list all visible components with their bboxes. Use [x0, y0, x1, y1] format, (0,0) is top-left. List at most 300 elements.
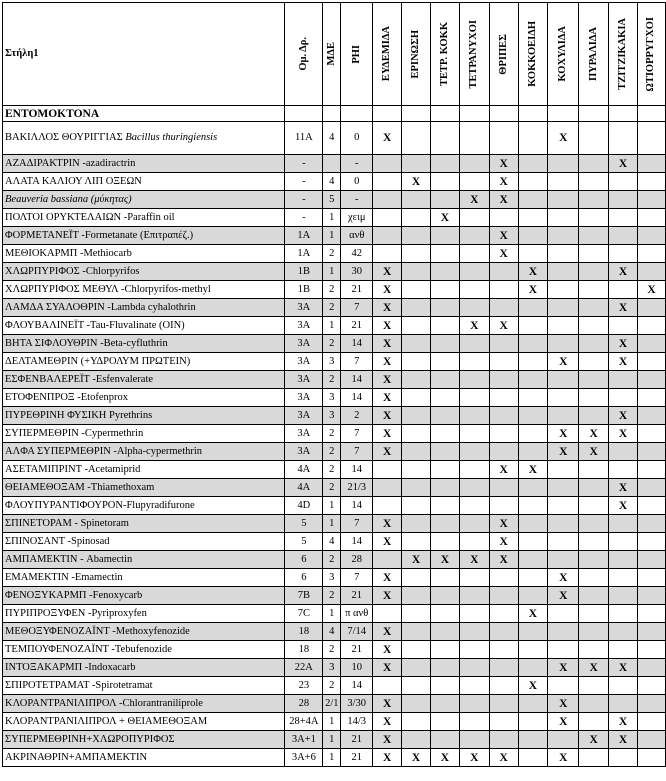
empty-cell [579, 515, 609, 533]
product-name-cell: ΧΛΩΡΠΥΡΙΦΟΣ -Chlorpyrifos [3, 263, 285, 281]
mark-cell: X [489, 227, 518, 245]
empty-cell [459, 623, 489, 641]
group-cell: 1A [285, 227, 323, 245]
mark-cell: X [373, 641, 402, 659]
mde-cell: 2 [323, 425, 341, 443]
empty-cell [489, 659, 518, 677]
mark-cell: X [609, 299, 638, 317]
empty-cell [489, 623, 518, 641]
phi-cell: 7 [341, 353, 373, 371]
empty-cell [430, 407, 459, 425]
group-cell: 18 [285, 623, 323, 641]
insecticide-table [2, 2, 666, 767]
empty-cell [579, 677, 609, 695]
empty-cell [518, 425, 548, 443]
mde-cell: 2 [323, 551, 341, 569]
mark-cell: X [489, 551, 518, 569]
empty-cell [489, 263, 518, 281]
table-row [3, 281, 666, 299]
section-title: ΕΝΤΟΜΟΚΤΟΝΑ [3, 106, 285, 122]
empty-cell [548, 407, 579, 425]
empty-cell [489, 569, 518, 587]
empty-cell [637, 551, 665, 569]
empty-cell [518, 299, 548, 317]
product-name-cell: Beauveria bassiana (μύκητας) [3, 191, 285, 209]
empty-cell [548, 515, 579, 533]
mark-cell: X [489, 317, 518, 335]
empty-cell [430, 677, 459, 695]
group-cell: 18 [285, 641, 323, 659]
phi-cell: 14 [341, 335, 373, 353]
empty-cell [579, 551, 609, 569]
phi-cell: 10 [341, 659, 373, 677]
empty-cell [548, 533, 579, 551]
empty-cell [637, 173, 665, 191]
empty-cell [430, 695, 459, 713]
empty-cell [489, 122, 518, 155]
empty-cell [459, 245, 489, 263]
empty-cell [402, 425, 431, 443]
empty-cell [430, 731, 459, 749]
empty-cell [637, 731, 665, 749]
mark-cell: X [609, 659, 638, 677]
phi-cell: 7/14 [341, 623, 373, 641]
table-row [3, 587, 666, 605]
phi-cell: 7 [341, 425, 373, 443]
empty-cell [489, 335, 518, 353]
empty-cell [637, 122, 665, 155]
empty-cell [489, 389, 518, 407]
table-row [3, 371, 666, 389]
empty-cell [518, 122, 548, 155]
empty-cell [518, 731, 548, 749]
empty-cell [459, 605, 489, 623]
product-name-cell: ΑΛΑΤΑ ΚΑΛΙΟΥ ΛΙΠ ΟΞΕΩΝ [3, 173, 285, 191]
empty-cell [518, 245, 548, 263]
table-row [3, 695, 666, 713]
empty-cell [489, 695, 518, 713]
empty-cell [579, 389, 609, 407]
empty-cell [579, 461, 609, 479]
group-cell: 6 [285, 569, 323, 587]
phi-cell: 14 [341, 677, 373, 695]
mde-cell: 5 [323, 191, 341, 209]
empty-cell [637, 371, 665, 389]
mark-cell: X [373, 623, 402, 641]
empty-cell [609, 371, 638, 389]
product-name-cell: ΜΕΘΙΟΚΑΡΜΠ -Methiocarb [3, 245, 285, 263]
group-cell: 4D [285, 497, 323, 515]
empty-cell [637, 533, 665, 551]
product-name-cell: ΘΕΙΑΜΕΘΟΞΑΜ -Thiamethoxam [3, 479, 285, 497]
mark-cell: X [609, 155, 638, 173]
mark-cell: X [548, 425, 579, 443]
product-name-cell: ΑΜΠΑΜΕΚΤΙΝ - Abamectin [3, 551, 285, 569]
group-cell: 6 [285, 551, 323, 569]
empty-cell [459, 461, 489, 479]
empty-cell [637, 407, 665, 425]
empty-cell [548, 191, 579, 209]
empty-cell [459, 299, 489, 317]
empty-cell [402, 677, 431, 695]
header-pest-cell: ΕΡΙΝΩΣΗ [402, 3, 431, 106]
empty-cell [548, 173, 579, 191]
mark-cell: X [373, 569, 402, 587]
empty-cell [518, 191, 548, 209]
empty-cell [373, 479, 402, 497]
empty-cell [548, 227, 579, 245]
header-pest-cell: ΤΕΤΡ. ΚΟΚΚ [430, 3, 459, 106]
phi-cell: 30 [341, 263, 373, 281]
empty-cell [579, 191, 609, 209]
empty-cell [430, 587, 459, 605]
empty-cell [579, 209, 609, 227]
empty-cell [548, 389, 579, 407]
empty-cell [579, 245, 609, 263]
mark-cell: X [518, 461, 548, 479]
phi-cell: ανθ [341, 227, 373, 245]
header-pest-cell: ΕΥΔΕΜΙΔΑ [373, 3, 402, 106]
mark-cell: X [373, 731, 402, 749]
empty-cell [609, 749, 638, 767]
empty-cell [430, 335, 459, 353]
table-row [3, 155, 666, 173]
table-row [3, 533, 666, 551]
empty-cell [402, 623, 431, 641]
empty-cell [459, 731, 489, 749]
empty-cell [402, 371, 431, 389]
empty-cell [430, 389, 459, 407]
empty-cell [402, 461, 431, 479]
empty-cell [430, 515, 459, 533]
empty-cell [373, 191, 402, 209]
empty-cell [402, 587, 431, 605]
empty-cell [402, 353, 431, 371]
empty-cell [518, 317, 548, 335]
empty-cell [518, 695, 548, 713]
empty-cell [430, 227, 459, 245]
mark-cell: X [430, 551, 459, 569]
mark-cell: X [609, 479, 638, 497]
mark-cell: X [609, 353, 638, 371]
empty-cell [430, 353, 459, 371]
mde-cell: 2 [323, 443, 341, 461]
phi-cell: 14 [341, 461, 373, 479]
table-row [3, 641, 666, 659]
product-name-cell: ΦΕΝΟΞΥΚΑΡΜΠ -Fenoxycarb [3, 587, 285, 605]
empty-cell [579, 173, 609, 191]
empty-cell [489, 407, 518, 425]
empty-cell [579, 371, 609, 389]
empty-cell [518, 659, 548, 677]
product-name-cell: ΑΣΕΤΑΜΙΠΡΙΝΤ -Acetamiprid [3, 461, 285, 479]
empty-cell [489, 731, 518, 749]
empty-cell [402, 641, 431, 659]
group-cell: 1B [285, 281, 323, 299]
mark-cell: X [489, 155, 518, 173]
empty-cell [489, 299, 518, 317]
empty-cell [579, 695, 609, 713]
group-cell: 3A [285, 335, 323, 353]
mde-cell: 3 [323, 407, 341, 425]
phi-cell: 21/3 [341, 479, 373, 497]
empty-cell [609, 569, 638, 587]
empty-cell [609, 122, 638, 155]
empty-cell [518, 227, 548, 245]
empty-cell [637, 317, 665, 335]
empty-cell [489, 713, 518, 731]
empty-cell [518, 407, 548, 425]
empty-cell [579, 641, 609, 659]
empty-cell [489, 677, 518, 695]
empty-cell [637, 263, 665, 281]
empty-cell [548, 677, 579, 695]
empty-cell [459, 659, 489, 677]
empty-cell [579, 497, 609, 515]
empty-cell [579, 407, 609, 425]
mark-cell: X [373, 122, 402, 155]
product-name-cell: ΣΠΙΝΟΣΑΝΤ -Spinosad [3, 533, 285, 551]
table-row [3, 659, 666, 677]
mark-cell: X [430, 209, 459, 227]
mark-cell: X [548, 749, 579, 767]
empty-cell [459, 209, 489, 227]
empty-cell [373, 209, 402, 227]
empty-cell [402, 191, 431, 209]
header-pest-cell: ΤΖΙΤΖΙΚΑΚΙΑ [609, 3, 638, 106]
empty-cell [637, 623, 665, 641]
empty-cell [637, 641, 665, 659]
product-name-cell: ΙΝΤΟΞΑΚΑΡΜΠ -Indoxacarb [3, 659, 285, 677]
empty-cell [518, 749, 548, 767]
empty-cell [609, 227, 638, 245]
mark-cell: X [548, 659, 579, 677]
empty-cell [489, 497, 518, 515]
empty-cell [459, 407, 489, 425]
mark-cell: X [489, 515, 518, 533]
empty-cell [459, 425, 489, 443]
empty-cell [459, 227, 489, 245]
header-pest-cell: ΤΕΤΡΑΝΥΧΟΙ [459, 3, 489, 106]
empty-cell [637, 155, 665, 173]
empty-cell [579, 227, 609, 245]
group-cell: 28+4A [285, 713, 323, 731]
mde-cell: 2 [323, 677, 341, 695]
empty-cell [548, 245, 579, 263]
mark-cell: X [518, 263, 548, 281]
product-name-cell: ΕΤΟΦΕΝΠΡΟΞ -Etofenprox [3, 389, 285, 407]
phi-cell: 14/3 [341, 713, 373, 731]
empty-cell [430, 641, 459, 659]
phi-cell: 14 [341, 497, 373, 515]
mark-cell: X [579, 731, 609, 749]
empty-cell [548, 623, 579, 641]
mark-cell: X [459, 191, 489, 209]
header-row [3, 3, 666, 106]
phi-cell: 0 [341, 122, 373, 155]
mark-cell: X [489, 461, 518, 479]
empty-cell [579, 335, 609, 353]
header-phi-cell: ΡΗΙ [341, 3, 373, 106]
empty-cell [430, 713, 459, 731]
empty-cell [609, 641, 638, 659]
product-name-cell: ΦΛΟΥΠΥΡΑΝΤΙΦΟΥΡΟΝ-Flupyradifurone [3, 497, 285, 515]
product-name-cell: ΒΗΤΑ ΣΙΦΛΟΥΘΡΙΝ -Beta-cyfluthrin [3, 335, 285, 353]
empty-cell [430, 122, 459, 155]
mde-cell: 3 [323, 353, 341, 371]
table-row [3, 623, 666, 641]
empty-cell [637, 479, 665, 497]
group-cell: 3A+1 [285, 731, 323, 749]
header-pest-cell: ΩΤΙΟΡΡΥΓΧΟΙ [637, 3, 665, 106]
empty-cell [459, 371, 489, 389]
group-cell: 11A [285, 122, 323, 155]
empty-cell [373, 497, 402, 515]
empty-cell [402, 713, 431, 731]
table-row [3, 479, 666, 497]
group-cell: 3A [285, 299, 323, 317]
empty-cell [609, 551, 638, 569]
product-name-cell: ΦΛΟΥΒΑΛΙΝΕΪΤ -Tau-Fluvalinate (OIN) [3, 317, 285, 335]
product-name-cell: ΜΕΘΟΞΥΦΕΝΟΖΑΪΝΤ -Methoxyfenozide [3, 623, 285, 641]
header-pest-cell: ΘΡΙΠΕΣ [489, 3, 518, 106]
group-cell: 3A [285, 443, 323, 461]
empty-cell [579, 122, 609, 155]
empty-cell [430, 461, 459, 479]
empty-cell [373, 227, 402, 245]
mark-cell: X [489, 533, 518, 551]
empty-cell [402, 479, 431, 497]
empty-cell [459, 515, 489, 533]
empty-cell [518, 353, 548, 371]
empty-cell [609, 245, 638, 263]
mde-cell: 2 [323, 461, 341, 479]
group-cell: 28 [285, 695, 323, 713]
empty-cell [579, 263, 609, 281]
empty-cell [373, 173, 402, 191]
mark-cell: X [373, 443, 402, 461]
empty-cell [609, 317, 638, 335]
mark-cell: X [579, 425, 609, 443]
mde-cell: 1 [323, 731, 341, 749]
mde-cell: 1 [323, 497, 341, 515]
empty-cell [402, 605, 431, 623]
empty-cell [518, 335, 548, 353]
group-cell: 22A [285, 659, 323, 677]
table-row [3, 173, 666, 191]
mark-cell: X [609, 335, 638, 353]
empty-cell [459, 122, 489, 155]
empty-cell [609, 173, 638, 191]
empty-cell [459, 443, 489, 461]
empty-cell [518, 533, 548, 551]
empty-cell [430, 605, 459, 623]
empty-cell [402, 281, 431, 299]
empty-cell [548, 731, 579, 749]
empty-cell [489, 479, 518, 497]
empty-cell [637, 587, 665, 605]
mark-cell: X [579, 659, 609, 677]
empty-cell [548, 479, 579, 497]
mark-cell: X [373, 407, 402, 425]
empty-cell [637, 245, 665, 263]
mark-cell: X [373, 389, 402, 407]
mark-cell: X [459, 317, 489, 335]
empty-cell [430, 659, 459, 677]
mde-cell: 2 [323, 281, 341, 299]
header-pest-cell: ΚΟΚΚΟΕΙΔΗ [518, 3, 548, 106]
product-name-cell: ΚΛΟΡΑΝΤΡΑΝΙΛΙΠΡΟΛ + ΘΕΙΑΜΕΘΟΞΑΜ [3, 713, 285, 731]
empty-cell [609, 461, 638, 479]
phi-cell: 14 [341, 389, 373, 407]
empty-cell [579, 623, 609, 641]
group-cell: 5 [285, 515, 323, 533]
empty-cell [402, 533, 431, 551]
empty-cell [518, 641, 548, 659]
phi-cell: 7 [341, 569, 373, 587]
empty-cell [637, 227, 665, 245]
mde-cell: 2 [323, 299, 341, 317]
empty-cell [373, 605, 402, 623]
empty-cell [579, 533, 609, 551]
table-row [3, 122, 666, 155]
mark-cell: X [548, 569, 579, 587]
mark-cell: X [548, 695, 579, 713]
empty-cell [373, 245, 402, 263]
group-cell: 3A [285, 353, 323, 371]
empty-cell [459, 263, 489, 281]
table-row [3, 461, 666, 479]
table-row [3, 713, 666, 731]
mde-cell: 1 [323, 605, 341, 623]
group-cell: 7B [285, 587, 323, 605]
empty-cell [579, 299, 609, 317]
empty-cell [402, 731, 431, 749]
header-pest-cell: ΚΟΧΥΛΙΔΑ [548, 3, 579, 106]
mde-cell: 2 [323, 335, 341, 353]
empty-cell [430, 497, 459, 515]
empty-cell [459, 695, 489, 713]
empty-cell [459, 497, 489, 515]
table-row [3, 227, 666, 245]
empty-cell [609, 677, 638, 695]
empty-cell [637, 389, 665, 407]
product-name-cell: ΔΕΛΤΑΜΕΘΡΙΝ (+ΥΔΡΟΛΥΜ ΠΡΩΤΕΙΝ) [3, 353, 285, 371]
empty-cell [402, 497, 431, 515]
phi-cell: 21 [341, 749, 373, 767]
table-row [3, 425, 666, 443]
mark-cell: X [548, 587, 579, 605]
phi-cell: 0 [341, 173, 373, 191]
mark-cell: X [489, 191, 518, 209]
empty-cell [402, 299, 431, 317]
mark-cell: X [373, 695, 402, 713]
phi-cell: 21 [341, 641, 373, 659]
table-row [3, 353, 666, 371]
table-row [3, 731, 666, 749]
mde-cell: 1 [323, 227, 341, 245]
phi-cell: 42 [341, 245, 373, 263]
mark-cell: X [609, 407, 638, 425]
empty-cell [579, 155, 609, 173]
empty-cell [518, 155, 548, 173]
mark-cell: X [637, 281, 665, 299]
empty-cell [402, 569, 431, 587]
empty-cell [489, 209, 518, 227]
empty-cell [548, 335, 579, 353]
table-row [3, 515, 666, 533]
mde-cell: 1 [323, 749, 341, 767]
